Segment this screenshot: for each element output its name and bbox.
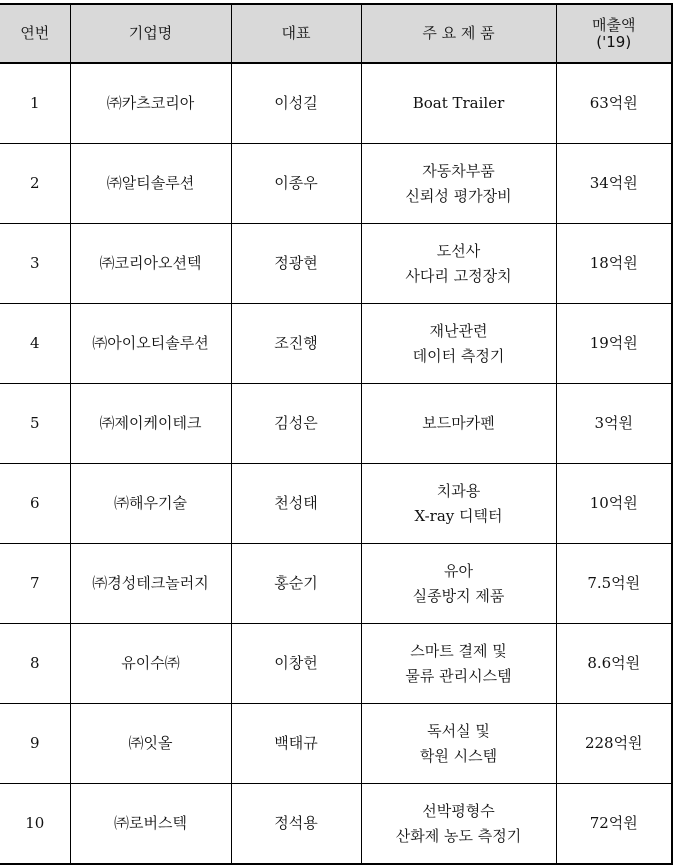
cell-ceo: 천성태 bbox=[231, 464, 361, 544]
cell-sales: 7.5억원 bbox=[556, 544, 672, 624]
cell-company: ㈜아이오티솔루션 bbox=[70, 304, 231, 384]
cell-ceo: 조진행 bbox=[231, 304, 361, 384]
cell-product bbox=[361, 704, 556, 784]
product-line: 도선사 bbox=[436, 241, 481, 260]
cell-no: 4 bbox=[0, 304, 70, 384]
cell-no: 6 bbox=[0, 464, 70, 544]
cell-company: ㈜알티솔루션 bbox=[70, 144, 231, 224]
header-ceo: 대표 bbox=[231, 4, 361, 63]
product-line: X-ray 디텍터 bbox=[414, 506, 503, 525]
cell-ceo: 이종우 bbox=[231, 144, 361, 224]
cell-no: 8 bbox=[0, 624, 70, 704]
product-line: 치과용 bbox=[436, 481, 481, 500]
product-line: 실종방지 제품 bbox=[412, 586, 505, 605]
header-row bbox=[0, 4, 672, 63]
cell-no: 9 bbox=[0, 704, 70, 784]
product-line: 학원 시스템 bbox=[419, 746, 498, 765]
cell-ceo: 김성은 bbox=[231, 384, 361, 464]
product-line: 스마트 결제 및 bbox=[410, 641, 507, 660]
product-line: 물류 관리시스템 bbox=[405, 666, 512, 685]
cell-sales: 63억원 bbox=[556, 63, 672, 144]
product-line: 독서실 및 bbox=[427, 721, 490, 740]
table-row bbox=[0, 384, 672, 464]
product-line: 보드마카펜 bbox=[422, 414, 495, 432]
cell-company: ㈜카츠코리아 bbox=[70, 63, 231, 144]
cell-company: ㈜코리아오션텍 bbox=[70, 224, 231, 304]
cell-sales: 10억원 bbox=[556, 464, 672, 544]
table-row bbox=[0, 224, 672, 304]
cell-company: ㈜잇올 bbox=[70, 704, 231, 784]
cell-no: 3 bbox=[0, 224, 70, 304]
table-row bbox=[0, 544, 672, 624]
cell-sales: 8.6억원 bbox=[556, 624, 672, 704]
cell-no: 7 bbox=[0, 544, 70, 624]
cell-sales: 72억원 bbox=[556, 784, 672, 865]
cell-company: ㈜제이케이테크 bbox=[70, 384, 231, 464]
header-product: 주 요 제 품 bbox=[361, 4, 556, 63]
cell-product bbox=[361, 384, 556, 464]
cell-product bbox=[361, 624, 556, 704]
product-line: 데이터 측정기 bbox=[412, 346, 505, 365]
cell-ceo: 정광현 bbox=[231, 224, 361, 304]
cell-company: ㈜경성테크놀러지 bbox=[70, 544, 231, 624]
cell-product bbox=[361, 784, 556, 865]
product-line: 산화제 농도 측정기 bbox=[395, 826, 522, 845]
product-line: 신뢰성 평가장비 bbox=[405, 186, 512, 205]
product-line: Boat Trailer bbox=[412, 94, 505, 112]
table-row bbox=[0, 624, 672, 704]
cell-ceo: 홍순기 bbox=[231, 544, 361, 624]
product-line: 유아 bbox=[444, 561, 473, 580]
cell-no: 10 bbox=[0, 784, 70, 865]
table-body bbox=[0, 63, 672, 864]
cell-company: ㈜해우기술 bbox=[70, 464, 231, 544]
product-line: 자동차부품 bbox=[422, 161, 495, 180]
table-row bbox=[0, 144, 672, 224]
header-company: 기업명 bbox=[70, 4, 231, 63]
cell-product bbox=[361, 63, 556, 144]
cell-ceo: 이창헌 bbox=[231, 624, 361, 704]
product-line: 사다리 고정장치 bbox=[405, 266, 512, 285]
cell-no: 5 bbox=[0, 384, 70, 464]
table-row bbox=[0, 784, 672, 865]
cell-ceo: 이성길 bbox=[231, 63, 361, 144]
cell-ceo: 정석용 bbox=[231, 784, 361, 865]
cell-product bbox=[361, 224, 556, 304]
cell-sales: 19억원 bbox=[556, 304, 672, 384]
table-row bbox=[0, 63, 672, 144]
table-row bbox=[0, 304, 672, 384]
table-row bbox=[0, 464, 672, 544]
cell-sales: 228억원 bbox=[556, 704, 672, 784]
cell-no: 2 bbox=[0, 144, 70, 224]
product-line: 재난관련 bbox=[429, 321, 488, 340]
cell-company: ㈜로버스텍 bbox=[70, 784, 231, 865]
header-no: 연번 bbox=[0, 4, 70, 63]
cell-sales: 3억원 bbox=[556, 384, 672, 464]
cell-product bbox=[361, 304, 556, 384]
cell-company: 유이수㈜ bbox=[70, 624, 231, 704]
cell-product bbox=[361, 464, 556, 544]
cell-product bbox=[361, 544, 556, 624]
header-sales-label: 매출액 bbox=[592, 15, 636, 34]
cell-sales: 34억원 bbox=[556, 144, 672, 224]
cell-product bbox=[361, 144, 556, 224]
table-row bbox=[0, 704, 672, 784]
product-line: 선박평형수 bbox=[422, 801, 495, 820]
header-sales-year: ('19) bbox=[596, 32, 632, 51]
cell-ceo: 백태규 bbox=[231, 704, 361, 784]
cell-sales: 18억원 bbox=[556, 224, 672, 304]
cell-no: 1 bbox=[0, 63, 70, 144]
company-table bbox=[0, 3, 673, 865]
header-sales bbox=[556, 4, 672, 63]
